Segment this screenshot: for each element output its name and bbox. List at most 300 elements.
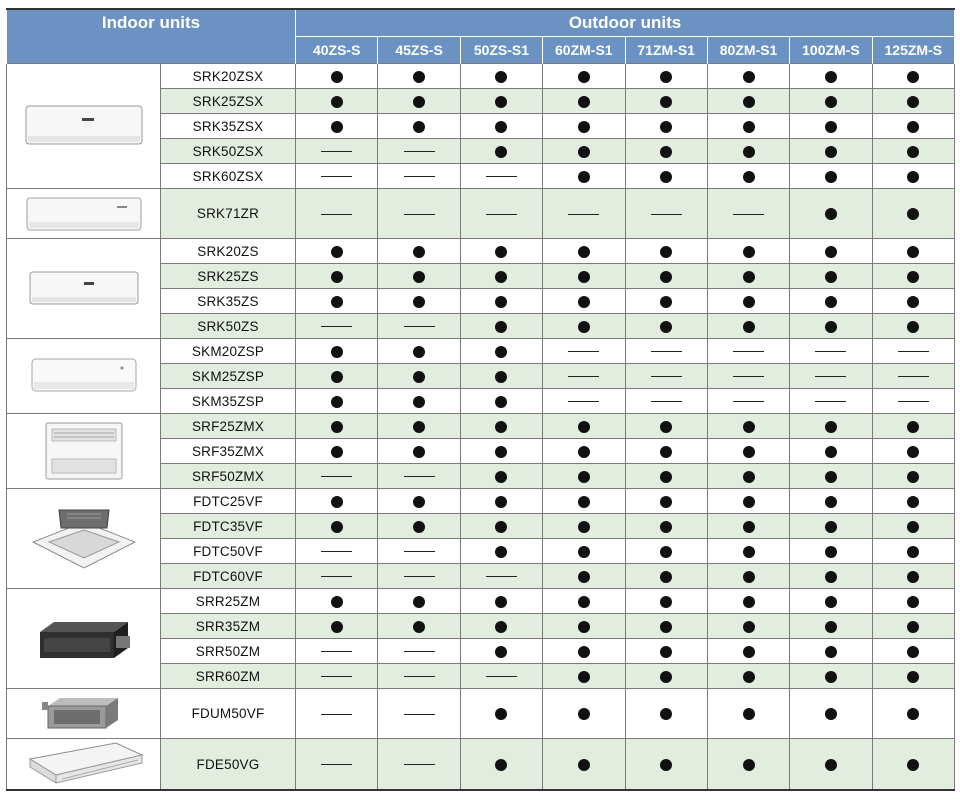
compatible-dot-icon: [331, 346, 343, 358]
compatible-dot-icon: [825, 496, 837, 508]
compatible-dot-icon: [578, 621, 590, 633]
compatibility-cell: [872, 514, 954, 539]
compatible-dot-icon: [413, 446, 425, 458]
not-compatible-dash-icon: [404, 176, 435, 177]
compatible-dot-icon: [907, 271, 919, 283]
not-compatible-dash-icon: [404, 214, 435, 215]
compatible-dot-icon: [660, 521, 672, 533]
compatibility-cell: [543, 64, 625, 89]
compatibility-cell: [790, 264, 872, 289]
not-compatible-dash-icon: [321, 151, 352, 152]
compatibility-cell: [460, 114, 542, 139]
compatible-dot-icon: [743, 321, 755, 333]
compatible-dot-icon: [578, 521, 590, 533]
indoor-model-name: FDE50VG: [161, 739, 296, 791]
compatibility-cell: [543, 689, 625, 739]
compatible-dot-icon: [907, 496, 919, 508]
compatible-dot-icon: [578, 496, 590, 508]
compatibility-cell: [790, 439, 872, 464]
compatibility-cell: [378, 114, 460, 139]
compatibility-cell: [296, 464, 378, 489]
compatible-dot-icon: [660, 571, 672, 583]
not-compatible-dash-icon: [321, 651, 352, 652]
compatibility-cell: [296, 414, 378, 439]
compatibility-cell: [460, 464, 542, 489]
compatibility-cell: [378, 364, 460, 389]
compatibility-cell: [296, 339, 378, 364]
compatibility-cell: [790, 689, 872, 739]
compatibility-cell: [460, 514, 542, 539]
compatibility-cell: [378, 539, 460, 564]
compatible-dot-icon: [907, 146, 919, 158]
compatible-dot-icon: [495, 371, 507, 383]
compatibility-cell: [625, 139, 707, 164]
ceiling-cassette-unit-image: [7, 489, 161, 589]
compatible-dot-icon: [495, 321, 507, 333]
compatible-dot-icon: [825, 71, 837, 83]
compatible-dot-icon: [825, 596, 837, 608]
indoor-model-name: FDTC50VF: [161, 539, 296, 564]
not-compatible-dash-icon: [898, 376, 929, 377]
compatibility-cell: [378, 489, 460, 514]
not-compatible-dash-icon: [898, 401, 929, 402]
compatible-dot-icon: [907, 96, 919, 108]
compatible-dot-icon: [331, 271, 343, 283]
compatible-dot-icon: [331, 446, 343, 458]
compatibility-cell: [707, 439, 789, 464]
compatible-dot-icon: [578, 671, 590, 683]
compatible-dot-icon: [578, 759, 590, 771]
compatibility-cell: [543, 139, 625, 164]
compatible-dot-icon: [331, 96, 343, 108]
compatible-dot-icon: [825, 621, 837, 633]
indoor-units-header: Indoor units: [7, 9, 296, 64]
not-compatible-dash-icon: [321, 176, 352, 177]
compatible-dot-icon: [578, 446, 590, 458]
outdoor-model-header: 45ZS-S: [378, 37, 460, 64]
floor-console-unit-image: [7, 414, 161, 489]
compatibility-cell: [790, 164, 872, 189]
compatibility-cell: [460, 289, 542, 314]
compatible-dot-icon: [331, 621, 343, 633]
compatibility-cell: [378, 464, 460, 489]
not-compatible-dash-icon: [815, 351, 846, 352]
compatible-dot-icon: [660, 321, 672, 333]
indoor-model-name: SRK35ZS: [161, 289, 296, 314]
compatibility-cell: [872, 689, 954, 739]
compatibility-cell: [378, 239, 460, 264]
not-compatible-dash-icon: [898, 351, 929, 352]
compatibility-cell: [296, 89, 378, 114]
compatibility-cell: [543, 389, 625, 414]
compatibility-cell: [378, 64, 460, 89]
compatibility-cell: [296, 664, 378, 689]
compatibility-cell: [707, 664, 789, 689]
table-row: [7, 189, 955, 239]
compatibility-cell: [625, 364, 707, 389]
compatible-dot-icon: [495, 446, 507, 458]
compatible-dot-icon: [578, 546, 590, 558]
compatibility-cell: [707, 114, 789, 139]
not-compatible-dash-icon: [321, 764, 352, 765]
outdoor-model-header: 80ZM-S1: [707, 37, 789, 64]
compatible-dot-icon: [413, 71, 425, 83]
ceiling-suspended-unit-icon: [22, 739, 146, 789]
compatible-dot-icon: [743, 621, 755, 633]
compatibility-cell: [625, 314, 707, 339]
compatible-dot-icon: [660, 71, 672, 83]
compatibility-cell: [872, 664, 954, 689]
compatibility-cell: [543, 739, 625, 791]
compatibility-cell: [460, 389, 542, 414]
indoor-model-name: SRK50ZSX: [161, 139, 296, 164]
ceiling-suspended-unit-image: [7, 739, 161, 791]
compatibility-cell: [790, 489, 872, 514]
compatibility-cell: [872, 264, 954, 289]
compatibility-cell: [790, 739, 872, 791]
compatibility-cell: [625, 89, 707, 114]
compatibility-cell: [707, 614, 789, 639]
indoor-model-name: SRR60ZM: [161, 664, 296, 689]
indoor-model-name: FDTC60VF: [161, 564, 296, 589]
not-compatible-dash-icon: [651, 214, 682, 215]
compatibility-cell: [790, 314, 872, 339]
compatible-dot-icon: [825, 246, 837, 258]
compatible-dot-icon: [907, 546, 919, 558]
compatibility-cell: [625, 389, 707, 414]
compatibility-cell: [378, 564, 460, 589]
compatibility-cell: [625, 239, 707, 264]
indoor-model-name: SRK71ZR: [161, 189, 296, 239]
compatible-dot-icon: [578, 571, 590, 583]
compatibility-cell: [707, 689, 789, 739]
compatibility-cell: [707, 139, 789, 164]
compatibility-cell: [707, 389, 789, 414]
compatible-dot-icon: [578, 321, 590, 333]
compatibility-cell: [707, 739, 789, 791]
compatible-dot-icon: [660, 759, 672, 771]
compatibility-cell: [296, 264, 378, 289]
compatibility-cell: [625, 164, 707, 189]
wall-mounted-unit-zs-image: [7, 239, 161, 339]
compatibility-cell: [543, 539, 625, 564]
compatible-dot-icon: [907, 121, 919, 133]
compatible-dot-icon: [495, 121, 507, 133]
ducted-unit-srr-image: [7, 589, 161, 689]
compatible-dot-icon: [331, 421, 343, 433]
compatibility-cell: [543, 489, 625, 514]
compatibility-cell: [460, 614, 542, 639]
compatible-dot-icon: [331, 371, 343, 383]
compatibility-cell: [790, 89, 872, 114]
compatible-dot-icon: [495, 521, 507, 533]
compatible-dot-icon: [825, 521, 837, 533]
compatibility-cell: [625, 689, 707, 739]
compatible-dot-icon: [495, 759, 507, 771]
compatibility-cell: [625, 339, 707, 364]
compatibility-cell: [378, 89, 460, 114]
compatible-dot-icon: [495, 596, 507, 608]
compatibility-cell: [707, 364, 789, 389]
not-compatible-dash-icon: [321, 551, 352, 552]
not-compatible-dash-icon: [651, 401, 682, 402]
compatibility-cell: [460, 264, 542, 289]
table-row: [7, 489, 955, 514]
compatibility-cell: [790, 114, 872, 139]
compatible-dot-icon: [660, 621, 672, 633]
compatible-dot-icon: [660, 646, 672, 658]
not-compatible-dash-icon: [568, 376, 599, 377]
compatibility-cell: [460, 689, 542, 739]
indoor-model-name: FDUM50VF: [161, 689, 296, 739]
indoor-model-name: SRF50ZMX: [161, 464, 296, 489]
compatibility-cell: [625, 514, 707, 539]
compatible-dot-icon: [413, 346, 425, 358]
outdoor-model-header: 100ZM-S: [790, 37, 872, 64]
compatibility-cell: [543, 89, 625, 114]
compatibility-cell: [707, 314, 789, 339]
compatible-dot-icon: [331, 71, 343, 83]
compatibility-cell: [872, 289, 954, 314]
compatibility-cell: [460, 439, 542, 464]
compatible-dot-icon: [578, 146, 590, 158]
outdoor-model-header: 40ZS-S: [296, 37, 378, 64]
compatibility-cell: [378, 289, 460, 314]
not-compatible-dash-icon: [321, 714, 352, 715]
compatibility-cell: [790, 464, 872, 489]
compatible-dot-icon: [495, 346, 507, 358]
compatibility-cell: [790, 664, 872, 689]
compatible-dot-icon: [825, 321, 837, 333]
compatible-dot-icon: [495, 71, 507, 83]
not-compatible-dash-icon: [815, 401, 846, 402]
compatibility-cell: [707, 264, 789, 289]
compatibility-cell: [707, 639, 789, 664]
compatible-dot-icon: [331, 396, 343, 408]
compatible-dot-icon: [413, 621, 425, 633]
compatible-dot-icon: [413, 271, 425, 283]
not-compatible-dash-icon: [486, 214, 517, 215]
compatible-dot-icon: [495, 96, 507, 108]
compatibility-cell: [707, 64, 789, 89]
compatibility-cell: [460, 539, 542, 564]
compatibility-cell: [460, 564, 542, 589]
compatibility-cell: [872, 314, 954, 339]
compatible-dot-icon: [825, 121, 837, 133]
outdoor-model-header: 60ZM-S1: [543, 37, 625, 64]
compatibility-cell: [625, 114, 707, 139]
compatible-dot-icon: [331, 521, 343, 533]
compatible-dot-icon: [825, 421, 837, 433]
outdoor-model-header: 50ZS-S1: [460, 37, 542, 64]
compatible-dot-icon: [825, 546, 837, 558]
compatibility-cell: [543, 464, 625, 489]
compatible-dot-icon: [660, 708, 672, 720]
compatibility-cell: [296, 64, 378, 89]
compatible-dot-icon: [578, 71, 590, 83]
compatibility-cell: [543, 189, 625, 239]
compatibility-cell: [625, 664, 707, 689]
compatibility-cell: [872, 89, 954, 114]
not-compatible-dash-icon: [321, 214, 352, 215]
compatibility-cell: [707, 514, 789, 539]
indoor-model-name: SKM25ZSP: [161, 364, 296, 389]
compatibility-cell: [543, 514, 625, 539]
compatible-dot-icon: [743, 146, 755, 158]
compatibility-cell: [378, 339, 460, 364]
compatible-dot-icon: [907, 759, 919, 771]
not-compatible-dash-icon: [404, 476, 435, 477]
compatible-dot-icon: [578, 296, 590, 308]
compatibility-cell: [872, 489, 954, 514]
indoor-model-name: SRK20ZSX: [161, 64, 296, 89]
compatibility-cell: [790, 514, 872, 539]
compatibility-cell: [460, 364, 542, 389]
indoor-model-name: SRK25ZS: [161, 264, 296, 289]
compatibility-cell: [296, 539, 378, 564]
indoor-model-name: SRF35ZMX: [161, 439, 296, 464]
not-compatible-dash-icon: [733, 376, 764, 377]
compatibility-cell: [543, 339, 625, 364]
compatible-dot-icon: [331, 246, 343, 258]
compatible-dot-icon: [413, 121, 425, 133]
not-compatible-dash-icon: [321, 676, 352, 677]
indoor-model-name: SRR35ZM: [161, 614, 296, 639]
compatibility-cell: [625, 564, 707, 589]
compatible-dot-icon: [660, 171, 672, 183]
compatible-dot-icon: [743, 596, 755, 608]
indoor-model-name: FDTC25VF: [161, 489, 296, 514]
compatible-dot-icon: [825, 208, 837, 220]
compatible-dot-icon: [495, 708, 507, 720]
compatible-dot-icon: [331, 496, 343, 508]
wall-mounted-unit-zr-icon: [25, 194, 143, 234]
compatibility-cell: [378, 414, 460, 439]
compatibility-cell: [872, 389, 954, 414]
compatibility-cell: [625, 64, 707, 89]
not-compatible-dash-icon: [404, 676, 435, 677]
indoor-model-name: SRK25ZSX: [161, 89, 296, 114]
not-compatible-dash-icon: [404, 551, 435, 552]
compatible-dot-icon: [825, 446, 837, 458]
compatibility-cell: [872, 114, 954, 139]
indoor-model-name: SKM20ZSP: [161, 339, 296, 364]
compatibility-cell: [872, 464, 954, 489]
compatibility-cell: [790, 589, 872, 614]
compatibility-cell: [378, 514, 460, 539]
compatible-dot-icon: [825, 146, 837, 158]
compatible-dot-icon: [825, 471, 837, 483]
compatibility-table-body: [7, 64, 955, 791]
compatibility-cell: [625, 439, 707, 464]
compatibility-cell: [296, 189, 378, 239]
compatibility-cell: [460, 89, 542, 114]
compatible-dot-icon: [743, 271, 755, 283]
indoor-model-name: SRK50ZS: [161, 314, 296, 339]
compatible-dot-icon: [660, 471, 672, 483]
compatible-dot-icon: [907, 646, 919, 658]
compatible-dot-icon: [743, 571, 755, 583]
compatibility-cell: [625, 739, 707, 791]
compatibility-cell: [872, 589, 954, 614]
not-compatible-dash-icon: [404, 576, 435, 577]
compatible-dot-icon: [743, 96, 755, 108]
compatible-dot-icon: [825, 271, 837, 283]
compatibility-cell: [872, 339, 954, 364]
compatible-dot-icon: [907, 471, 919, 483]
table-row: [7, 414, 955, 439]
compatible-dot-icon: [743, 708, 755, 720]
compatible-dot-icon: [495, 271, 507, 283]
compatible-dot-icon: [825, 671, 837, 683]
compatible-dot-icon: [413, 296, 425, 308]
compatibility-cell: [460, 139, 542, 164]
compatibility-cell: [872, 539, 954, 564]
compatible-dot-icon: [495, 546, 507, 558]
compatibility-cell: [707, 89, 789, 114]
compatible-dot-icon: [743, 646, 755, 658]
compatible-dot-icon: [907, 596, 919, 608]
compatible-dot-icon: [578, 246, 590, 258]
compatibility-cell: [543, 664, 625, 689]
compatibility-cell: [543, 639, 625, 664]
table-row: [7, 339, 955, 364]
compatibility-cell: [872, 739, 954, 791]
compatibility-cell: [378, 614, 460, 639]
compatibility-cell: [872, 189, 954, 239]
compatible-dot-icon: [660, 496, 672, 508]
compatibility-cell: [296, 164, 378, 189]
compatible-dot-icon: [660, 596, 672, 608]
indoor-model-name: SRK60ZSX: [161, 164, 296, 189]
compatible-dot-icon: [495, 621, 507, 633]
compatibility-cell: [378, 739, 460, 791]
not-compatible-dash-icon: [651, 376, 682, 377]
compatibility-cell: [872, 139, 954, 164]
compatible-dot-icon: [825, 646, 837, 658]
compatibility-cell: [378, 664, 460, 689]
compatibility-cell: [296, 139, 378, 164]
compatible-dot-icon: [743, 171, 755, 183]
compatible-dot-icon: [743, 496, 755, 508]
compatibility-cell: [707, 289, 789, 314]
table-row: [7, 64, 955, 89]
compatible-dot-icon: [825, 571, 837, 583]
compatibility-cell: [460, 489, 542, 514]
compatible-dot-icon: [907, 446, 919, 458]
compatibility-cell: [460, 64, 542, 89]
compatibility-cell: [378, 439, 460, 464]
compatible-dot-icon: [907, 671, 919, 683]
compatible-dot-icon: [578, 96, 590, 108]
compatible-dot-icon: [743, 296, 755, 308]
compatibility-cell: [378, 264, 460, 289]
compatibility-cell: [296, 739, 378, 791]
compatible-dot-icon: [660, 446, 672, 458]
compatibility-cell: [460, 314, 542, 339]
compatibility-cell: [872, 439, 954, 464]
compatibility-cell: [543, 239, 625, 264]
compatibility-cell: [707, 589, 789, 614]
compatibility-cell: [707, 239, 789, 264]
compatible-dot-icon: [825, 296, 837, 308]
compatibility-cell: [296, 514, 378, 539]
compatible-dot-icon: [495, 421, 507, 433]
compatibility-cell: [296, 689, 378, 739]
compatible-dot-icon: [743, 546, 755, 558]
compatibility-cell: [460, 339, 542, 364]
compatible-dot-icon: [578, 171, 590, 183]
